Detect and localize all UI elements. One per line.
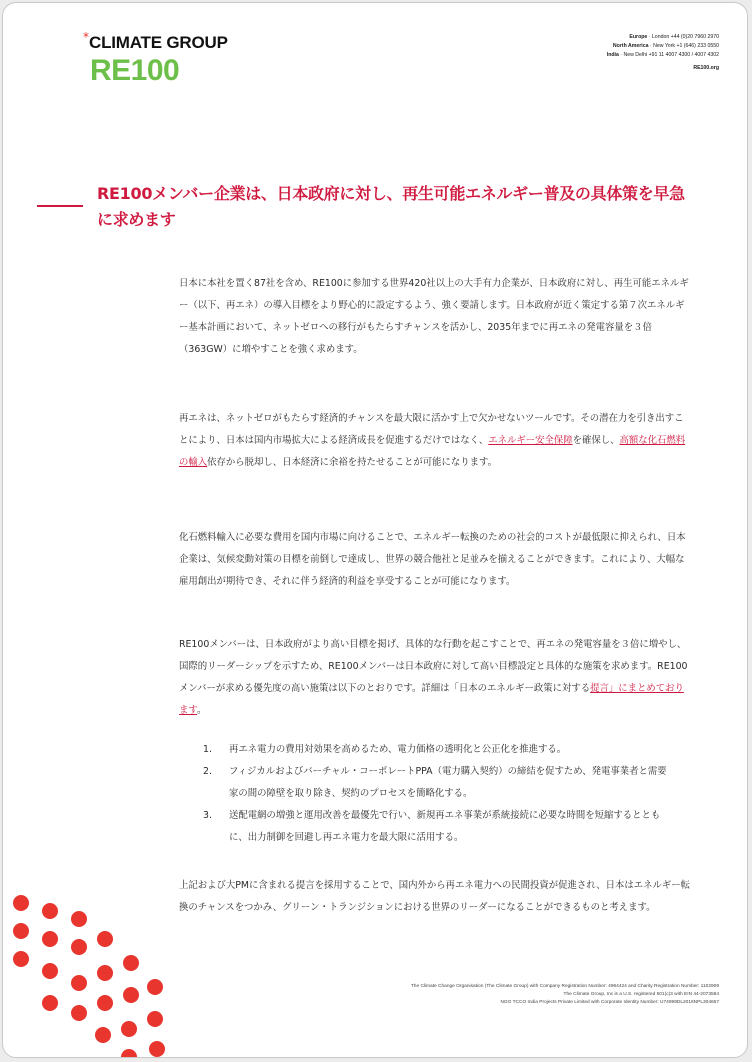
headline-rule [37,205,83,207]
list-item: 2. フィジカルおよびバーチャル・コーポレートPPA（電力購入契約）の締結を促すため、発電事業者と需要家の間の障壁を取り除き、契約のプロセスを簡略化する。 [203,766,667,799]
decor-dot [95,1027,111,1043]
policy-recommendations-link[interactable]: 提言」にまとめております [179,683,684,716]
priority-list [203,739,675,849]
decor-dot [71,975,87,991]
brand-logo [83,30,228,87]
paragraph-1: 日本に本社を置く87社を含め、RE100に参加する世界420社以上の大手有力企業が、日本政府に対し、再生可能エネルギー（以下、再エネ）の導入目標をより野心的に設定するよう、強く要請します。日本政府が近く策定する第７次エネルギー基本計画において、ネットゼロへの移行がもたらすチャンスを活かし、2035年までに再エネの発電容量を３倍（363GW）に増やすことを強く求めます。 [179,278,689,355]
brand-program-name: RE100 [90,54,180,87]
decor-dot [42,903,58,919]
contact-block [607,33,719,73]
decor-dot [42,995,58,1011]
decorative-dot-pattern [3,883,203,1058]
paragraph-5: 上記および大PMに含まれる提言を採用することで、国内外から再エネ電力への民間投資が促進され、日本はエネルギー転換のチャンスをつかみ、グリーン・トランジションにおける世界のリーダーになることができるものと考えます。 [179,880,690,913]
decor-dot [71,939,87,955]
footer-line: NGO TCCO India Projects Private Limited with Corporate Identity Number: U74999DL2016NPL304657 [500,1000,719,1005]
decor-dot [42,931,58,947]
decor-dot [123,955,139,971]
energy-security-link[interactable]: エネルギー安全保障 [488,435,573,446]
decor-dot [97,995,113,1011]
decor-dot [97,931,113,947]
decor-dot [42,963,58,979]
decor-dot [97,965,113,981]
contact-line: North America · New York +1 (646) 233 0550 [612,43,719,49]
contact-website[interactable]: RE100.org [693,65,719,71]
fossil-fuel-import-link[interactable]: 高額な化石燃料の輸入 [179,435,686,468]
list-item: 1. 再エネ電力の費用対効果を高めるため、電力価格の透明化と公正化を推進する。 [203,744,567,755]
decor-dot [123,987,139,1003]
contact-line: Europe · London +44 (0)20 7960 2970 [629,34,719,40]
decor-dot [71,1005,87,1021]
footer-registration [179,983,719,1007]
document-page [2,2,748,1058]
decor-dot [147,1011,163,1027]
paragraph-3: 化石燃料輸入に必要な費用を国内市場に向けることで、エネルギー転換のための社会的コストが最低限に抑えられ、日本企業は、気候変動対策の目標を前倒しで達成し、世界の競合他社と足並みを揃えることができます。これにより、大幅な雇用創出が期待でき、それに伴う経済的利益を享受することが可能になります。 [179,532,686,587]
decor-dot [13,895,29,911]
brand-org-name: CLIMATE GROUP [89,33,228,52]
decor-dot [121,1049,137,1058]
paragraph-2: 再エネは、ネットゼロがもたらす経済的チャンスを最大限に活かす上で欠かせないツールです。その潜在力を引き出すことにより、日本は国内市場拡大による経済成長を促進するだけではなく、エネルギー安全保障を確保し、高額な化石燃料の輸入依存から脱却し、日本経済に余裕を持たせることが可能になります。 [179,413,686,468]
footer-line: The Climate Change Organisation (The Climate Group) with Company Registration Number: 4964424 and Charity Registration Number: 1102909 [410,984,719,989]
brand-star: * [83,30,89,44]
decor-dot [71,911,87,927]
list-item: 3. 送配電網の増強と運用改善を最優先で行い、新規再エネ事業が系統接続に必要な時間を短縮するとともに、出力制御を回避し再エネ電力を最大限に活用する。 [203,810,661,843]
decor-dot [147,979,163,995]
decor-dot [13,923,29,939]
footer-line: The Climate Group, Inc is a U.S. registered 501(c)3 with EIN 44-2073584 [563,992,719,997]
decor-dot [13,951,29,967]
contact-line: India · New Delhi +91 11 4007 4300 / 4007 4302 [606,52,719,58]
decor-dot [121,1021,137,1037]
paragraph-4: RE100メンバーは、日本政府がより高い目標を掲げ、具体的な行動を起こすことで、再エネの発電容量を３倍に増やし、国際的リーダーシップを示すため、RE100メンバーは日本政府に対して高い目標設定と具体的な施策を求めます。RE100メンバーが求める優先度の高い施策は以下のとおりです。詳細は「日本のエネルギー政策に対する提言」にまとめております。 [179,639,688,716]
decor-dot [149,1041,165,1057]
page-headline: RE100メンバー企業は、日本政府に対し、再生可能エネルギー普及の具体策を早急に求めます [97,184,685,229]
